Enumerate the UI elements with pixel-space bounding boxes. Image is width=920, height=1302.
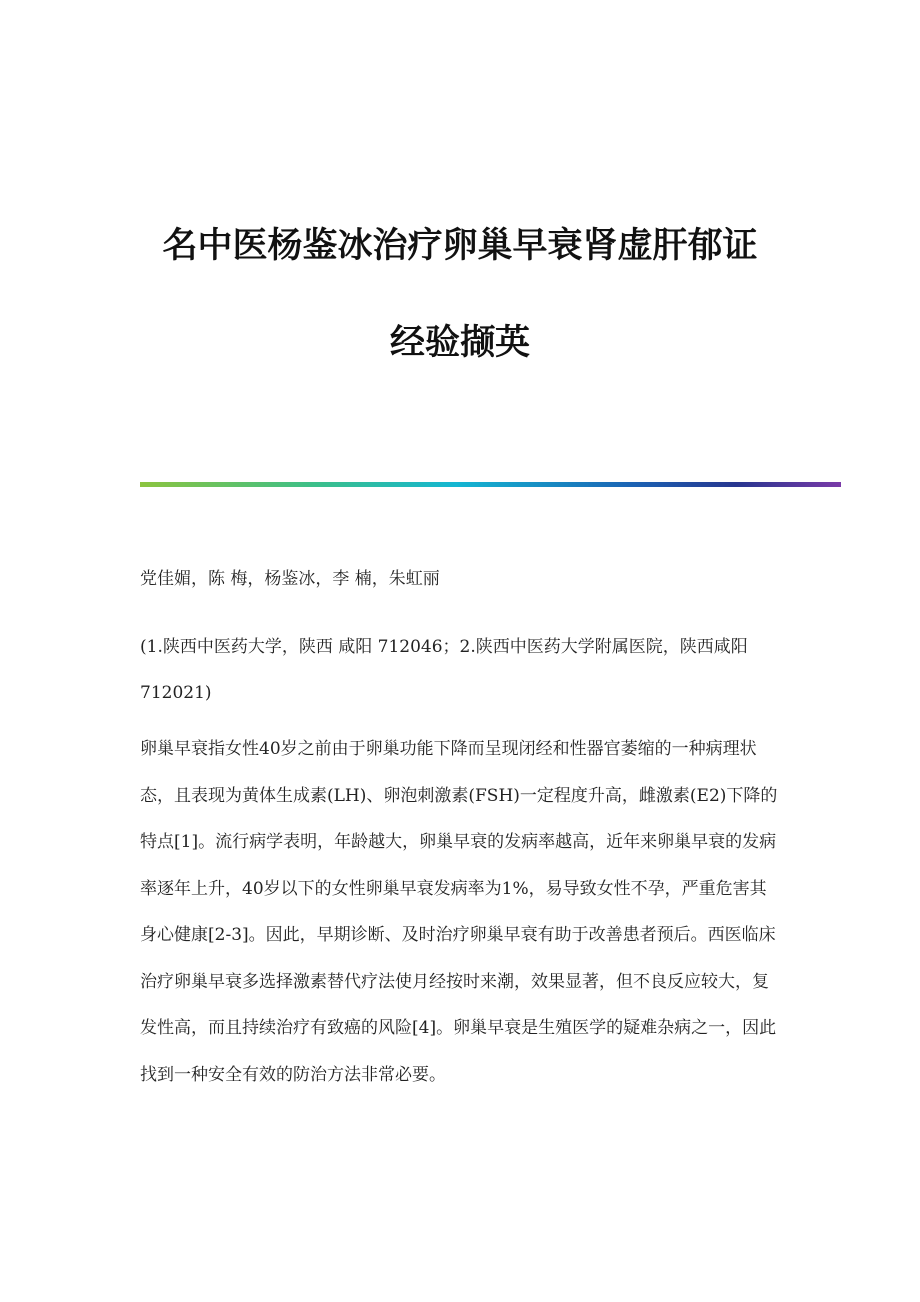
author-affiliation: (1.陕西中医药大学，陕西 咸阳 712046；2.陕西中医药大学附属医院，陕西咸阳 712021) <box>140 637 748 703</box>
gradient-divider <box>140 482 841 487</box>
body-paragraph: 卵巢早衰指女性40岁之前由于卵巢功能下降而呈现闭经和性器官萎缩的一种病理状态，且表现为黄体生成素(LH)、卵泡刺激素(FSH)一定程度升高，雌激素(E2)下降的特点[1]。流行病学表明，年龄越大，卵巢早衰的发病率越高，近年来卵巢早衰的发病率逐年上升，40岁以下的女性卵巢早衰发病率为1%，易导致女性不孕，严重危害其身心健康[2-3]。因此，早期诊断、及时治疗卵巢早衰有助于改善患者预后。西医临床治疗卵巢早衰多选择激素替代疗法使月经按时来潮，效果显著，但不良反应较大，复发性高，而且持续治疗有致癌的风险[4]。卵巢早衰是生殖医学的疑难杂病之一，因此找到一种安全有效的防治方法非常必要。 <box>140 739 778 1085</box>
document-title-line-2: 经验撷英 <box>389 323 530 363</box>
author-list: 党佳媚，陈 梅，杨鉴冰，李 楠，朱虹丽 <box>140 569 440 589</box>
document-title-line-1: 名中医杨鉴冰治疗卵巢早衰肾虚肝郁证 <box>162 226 758 266</box>
